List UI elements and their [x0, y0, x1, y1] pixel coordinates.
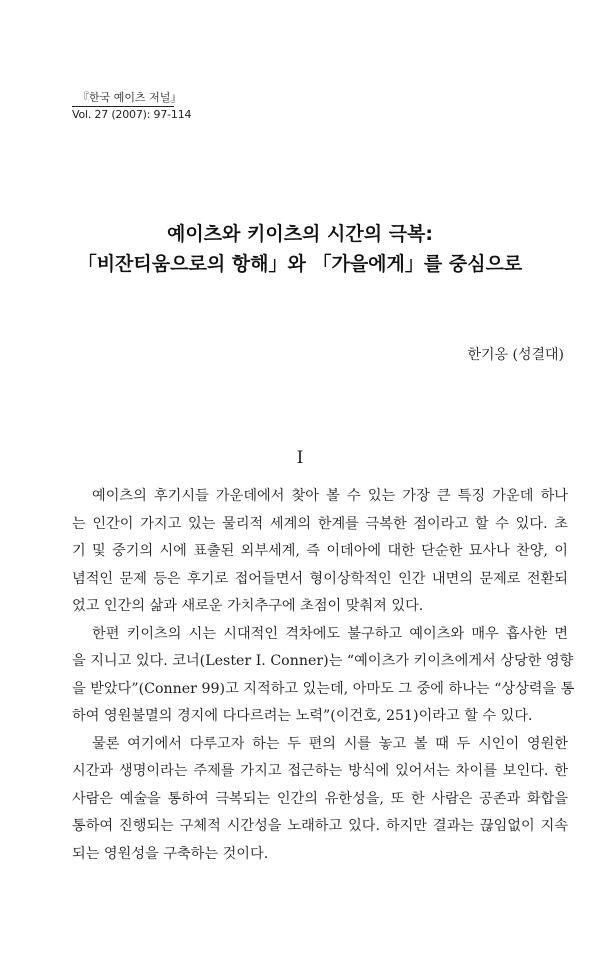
text-line: 물론 여기에서 다루고자 하는 두 편의 시를 놓고 볼 때 두 시인이 영원한 — [92, 735, 568, 752]
paragraph-1 — [72, 483, 568, 621]
text-line: 되는 영원성을 구축하는 것이다. — [72, 845, 269, 862]
volume-info: Vol. 27 (2007): 97-114 — [72, 108, 192, 121]
text-line: 는 인간이 가지고 있는 물리적 세계의 한계를 극복한 점이라고 할 수 있다. 초 — [72, 515, 568, 532]
author-affiliation: 한기옹 (성결대) — [467, 347, 564, 363]
section-number: I — [296, 448, 304, 468]
text-line: 하여 영원불멸의 경지에 다다르려는 노력”(이건호, 251)이라고 할 수 있다. — [72, 708, 533, 724]
text-line: 었고 인간의 삶과 새로운 가치추구에 초점이 맞춰져 있다. — [72, 598, 424, 614]
text-line: 을 받았다”(Conner 99)고 지적하고 있는데, 아마도 그 중에 하나는 “상상력을 통 — [72, 680, 575, 697]
text-line: 념적인 문제 등은 후기로 접어들면서 형이상학적인 인간 내면의 문제로 전환되 — [72, 570, 568, 587]
paragraph-2 — [72, 621, 575, 731]
title-line-2: 「비잔티움으로의 항해」와 「가을에게」를 중심으로 — [77, 253, 523, 275]
journal-name: 『한국 예이츠 저널』 — [78, 91, 182, 104]
text-line: 예이츠의 후기시들 가운데에서 찾아 볼 수 있는 가장 큰 특징 가운데 하나 — [92, 488, 568, 504]
journal-header — [72, 91, 192, 122]
text-line: 한편 키이츠의 시는 시대적인 격차에도 불구하고 예이츠와 매우 흡사한 면 — [92, 625, 568, 642]
title-line-1: 예이츠와 키이츠의 시간의 극복: — [166, 223, 434, 245]
text-line: 통하여 진행되는 구체적 시간성을 노래하고 있다. 하지만 결과는 끊임없이 지속 — [72, 818, 568, 834]
body-text — [72, 483, 575, 868]
text-line: 을 지니고 있다. 코너(Lester I. Conner)는 “예이츠가 키이츠에게서 상당한 영향 — [72, 653, 574, 669]
paragraph-3 — [72, 731, 568, 869]
header-rule — [72, 106, 174, 107]
text-line: 기 및 중기의 시에 표출된 외부세계, 즉 이데아에 대한 단순한 묘사나 찬양, 이 — [72, 543, 568, 559]
article-title — [0, 219, 600, 279]
text-line: 시간과 생명이라는 주제를 가지고 접근하는 방식에 있어서는 차이를 보인다. 한 — [72, 763, 568, 779]
text-line: 사람은 예술을 통하여 극복되는 인간의 유한성을, 또 한 사람은 공존과 화합을 — [72, 790, 568, 807]
